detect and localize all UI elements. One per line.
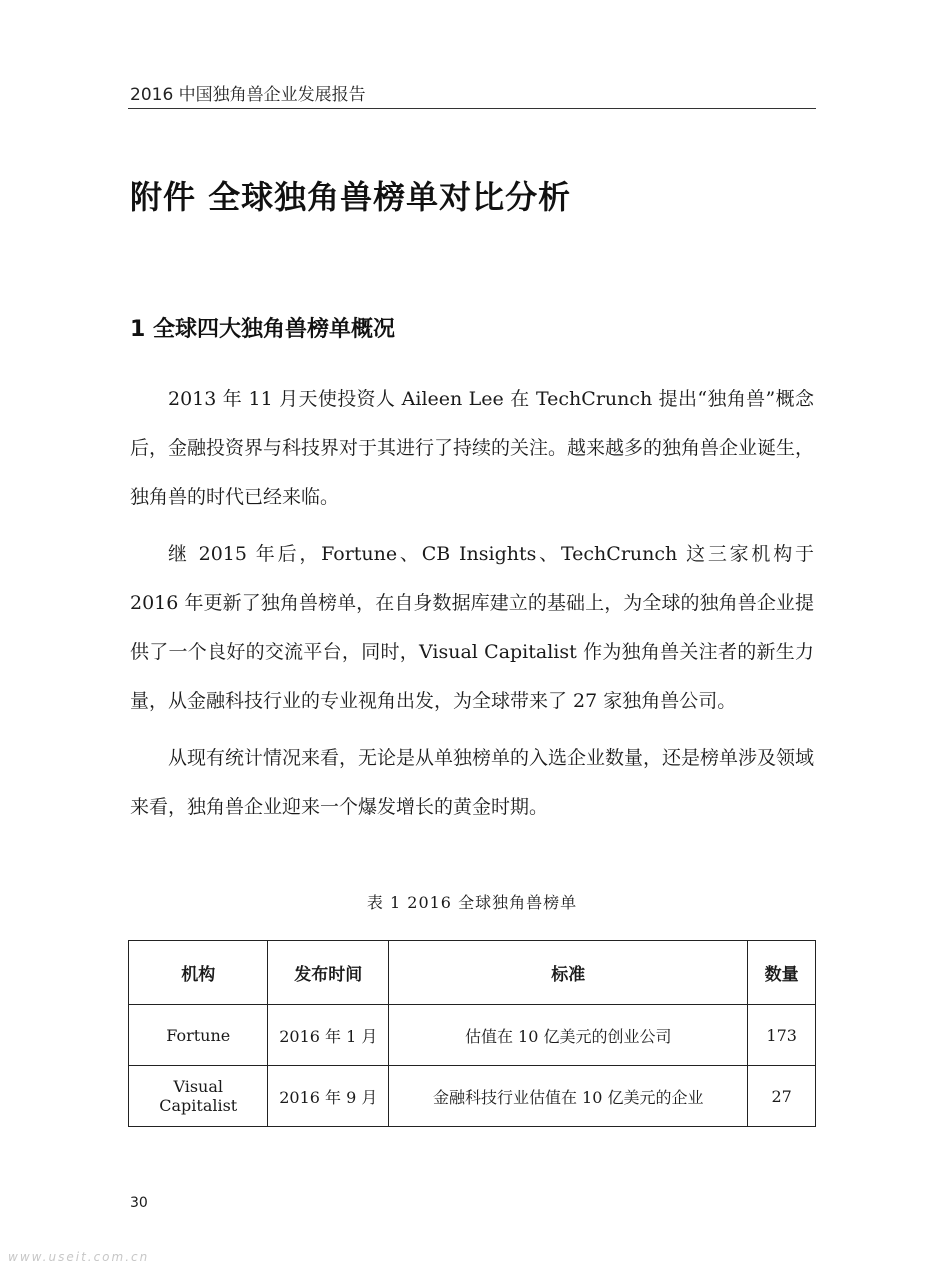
paragraph: 从现有统计情况来看，无论是从单独榜单的入选企业数量，还是榜单涉及领域来看，独角兽企业迎来一个爆发增长的黄金时期。 xyxy=(130,747,815,818)
section-heading: 1 全球四大独角兽榜单概况 xyxy=(130,317,395,342)
table-row xyxy=(129,1005,816,1066)
paragraph: 2013 年 11 月天使投资人 Aileen Lee 在 TechCrunch 提出“独角兽”概念后，金融投资界与科技界对于其进行了持续的关注。越来越多的独角兽企业诞生，独角兽的时代已经来临。 xyxy=(130,388,815,508)
appendix-title: 附件 全球独角兽榜单对比分析 xyxy=(130,178,572,216)
cell-count: 173 xyxy=(748,1005,816,1066)
column-header-release-date: 发布时间 xyxy=(268,941,389,1005)
cell-criteria: 金融科技行业估值在 10 亿美元的企业 xyxy=(389,1066,748,1127)
table-caption: 表 1 2016 全球独角兽榜单 xyxy=(366,893,578,912)
paragraph: 继 2015 年后，Fortune、CB Insights、TechCrunch 这三家机构于 2016 年更新了独角兽榜单，在自身数据库建立的基础上，为全球的独角兽企业提供了一个良好的交流平台，同时，Visual Capitalist 作为独角兽关注者的新生力量，从金融科技行业的专业视角出发，为全球带来了 27 家独角兽公司。 xyxy=(130,543,814,712)
cell-count: 27 xyxy=(748,1066,816,1127)
table-row xyxy=(129,1066,816,1127)
cell-release-date: 2016 年 1 月 xyxy=(268,1005,389,1066)
cell-release-date: 2016 年 9 月 xyxy=(268,1066,389,1127)
table-header-row xyxy=(129,941,816,1005)
unicorn-list-table xyxy=(128,940,816,1127)
cell-criteria: 估值在 10 亿美元的创业公司 xyxy=(389,1005,748,1066)
column-header-count: 数量 xyxy=(748,941,816,1005)
column-header-criteria: 标准 xyxy=(389,941,748,1005)
cell-institution: Visual Capitalist xyxy=(129,1066,268,1127)
header-divider xyxy=(128,108,816,109)
running-header: 2016 中国独角兽企业发展报告 xyxy=(130,85,366,105)
column-header-institution: 机构 xyxy=(129,941,268,1005)
cell-institution: Fortune xyxy=(129,1005,268,1066)
body-text xyxy=(130,375,814,840)
watermark-text: www.useit.com.cn xyxy=(8,1250,150,1264)
page-number: 30 xyxy=(130,1195,148,1211)
